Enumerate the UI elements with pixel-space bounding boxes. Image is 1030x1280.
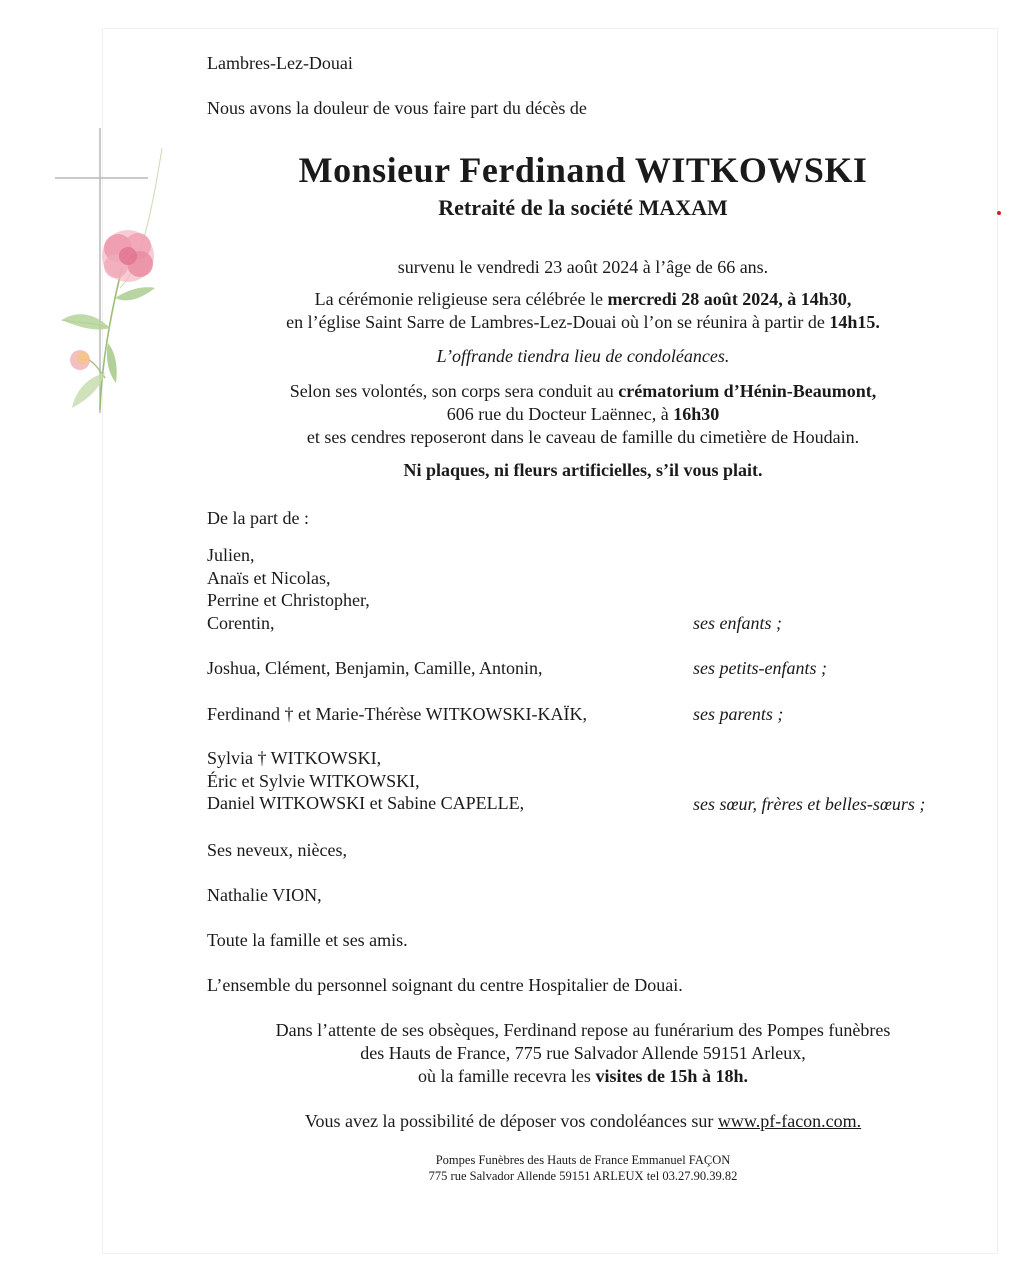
visiting-hours: visites de 15h à 18h. [595,1066,748,1086]
siblings-relation: ses sœur, frères et belles-sœurs ; [693,794,926,814]
deceased-role: Retraité de la société MAXAM [438,195,728,220]
cremation-line1-text: Selon ses volontés, son corps sera conduit au [289,381,619,401]
condolences-label: Vous avez la possibilité de déposer vos condoléances sur [304,1111,718,1131]
footer [0,1152,1030,1184]
cremation-line3-text: et ses cendres reposeront dans le caveau de famille du cimetière de Houdain. [306,427,860,447]
deceased-name: Monsieur Ferdinand WITKOWSKI [298,150,868,190]
condolences-link[interactable]: www.pf-facon.com. [717,1111,862,1131]
children-list [207,544,370,634]
offering-text: L’offrande tiendra lieu de condoléances. [436,346,730,366]
nephews-text: Ses neveux, nièces, [207,840,347,860]
list-item: Éric et Sylvie WITKOWSKI, [207,770,420,791]
list-item: Perrine et Christopher, [207,590,370,610]
crematorium-name: crématorium d’Hénin-Beaumont, [618,381,877,401]
children-relation: ses enfants ; [693,613,782,633]
wake-line3-text: où la famille recevra les [418,1066,596,1086]
intro-text: Nous avons la douleur de vous faire part du décès de [207,98,587,118]
ceremony-line1-text: La cérémonie religieuse sera célébrée le [314,289,608,309]
cremation-line2-text: 606 rue du Docteur Laënnec, à [446,404,674,424]
ceremony-date: mercredi 28 août 2024, à 14h30, [607,289,852,309]
parents-relation: ses parents ; [693,704,784,724]
ceremony-gather-time: 14h15. [829,312,880,332]
footer-line1: Pompes Funèbres des Hauts de France Emmanuel FAÇON [435,1153,731,1167]
ceremony-text [0,288,1030,334]
footer-line2: 775 rue Salvador Allende 59151 ARLEUX tel 03.27.90.39.82 [428,1169,738,1183]
cremation-time: 16h30 [673,404,720,424]
from-label: De la part de : [207,508,309,528]
wake-text [0,1019,1030,1088]
friend-text: Nathalie VION, [207,885,322,905]
list-item: Daniel WITKOWSKI et Sabine CAPELLE, [207,793,525,813]
whole-family-text: Toute la famille et ses amis. [207,930,408,950]
wake-line1: Dans l’attente de ses obsèques, Ferdinand repose au funérarium des Pompes funèbres [275,1020,891,1040]
list-item: Corentin, [207,612,275,633]
siblings-list [207,747,524,815]
list-item: Sylvia † WITKOWSKI, [207,748,382,768]
grandchildren-list: Joshua, Clément, Benjamin, Camille, Antonin, [207,658,543,678]
staff-text: L’ensemble du personnel soignant du centre Hospitalier de Douai. [207,975,683,995]
grandchildren-relation: ses petits-enfants ; [693,658,827,678]
place-name: Lambres-Lez-Douai [207,53,353,73]
ceremony-line2-text: en l’église Saint Sarre de Lambres-Lez-Douai où l’on se réunira à partir de [286,312,830,332]
wake-line2: des Hauts de France, 775 rue Salvador Allende 59151 Arleux, [360,1043,806,1063]
list-item: Anaïs et Nicolas, [207,567,331,588]
condolences-text [0,1110,1030,1133]
parents-list: Ferdinand † et Marie-Thérèse WITKOWSKI-KAÏK, [207,704,588,724]
death-date-text: survenu le vendredi 23 août 2024 à l’âge de 66 ans. [397,257,769,277]
no-flowers-notice: Ni plaques, ni fleurs artificielles, s’il vous plait. [403,460,763,480]
cremation-text [0,380,1030,449]
list-item: Julien, [207,545,255,565]
